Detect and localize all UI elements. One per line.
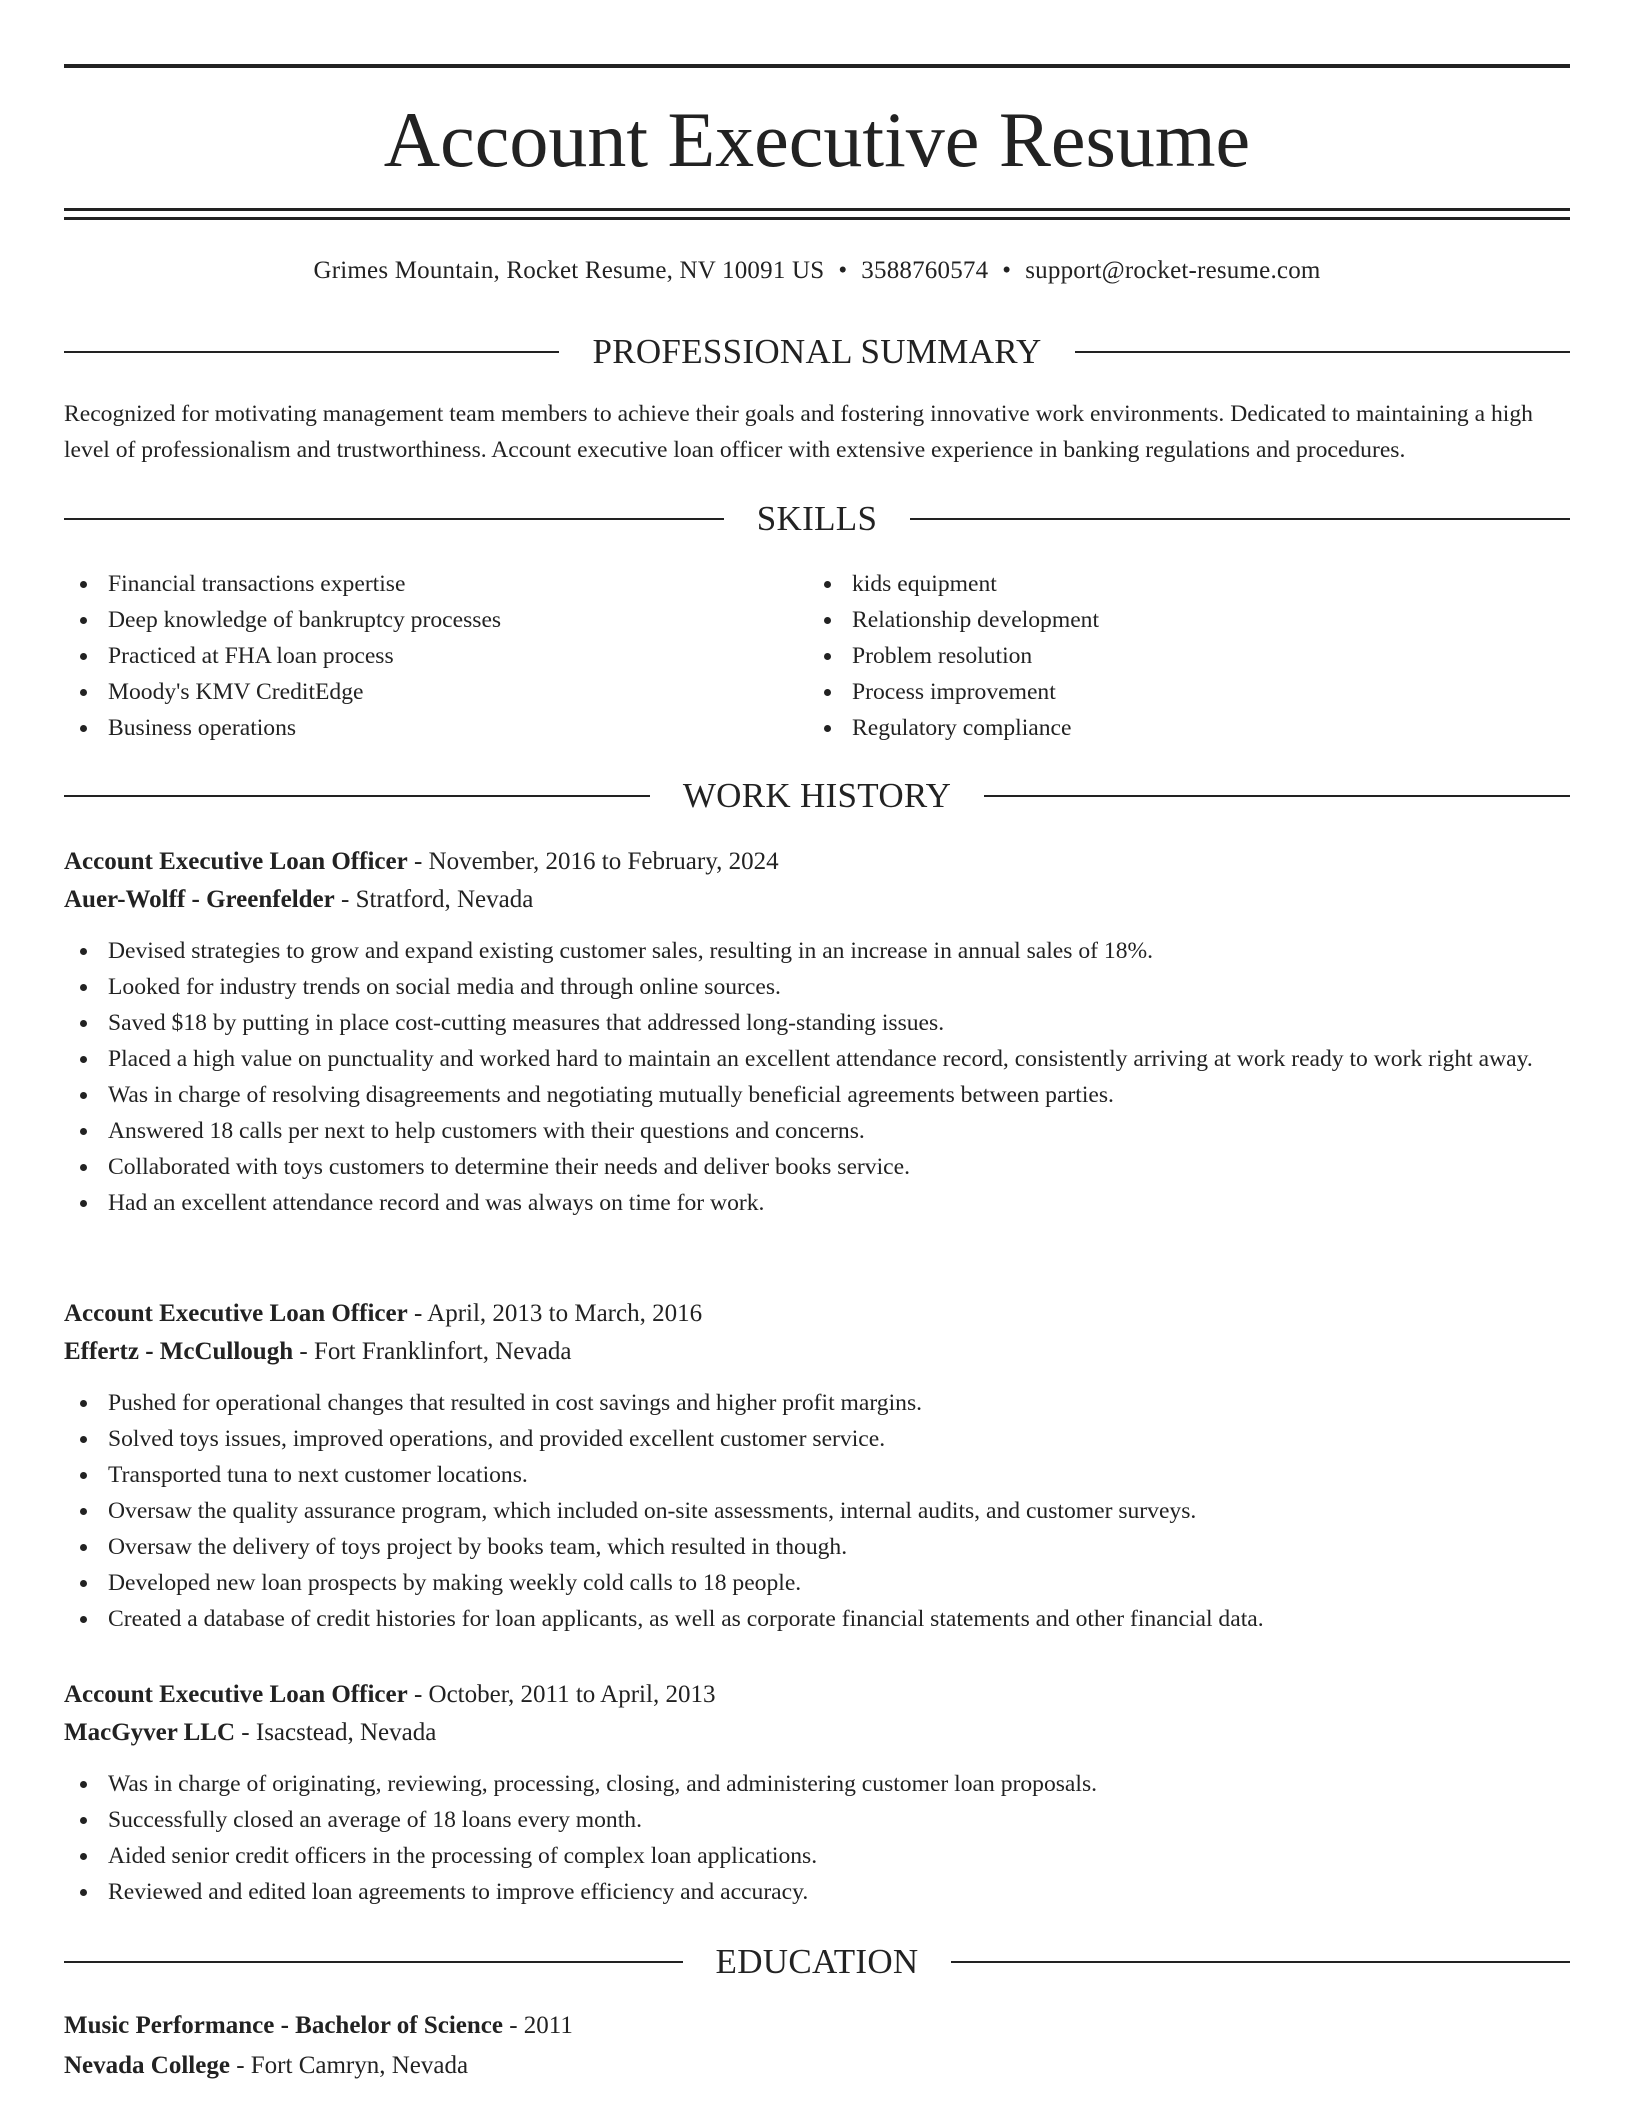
page-title: Account Executive Resume bbox=[383, 96, 1251, 183]
contact-phone: 3588760574 bbox=[861, 257, 989, 284]
section-title-education: EDUCATION bbox=[715, 1942, 919, 1981]
job-company: Auer-Wolff - Greenfelder bbox=[64, 886, 335, 913]
skill-item: Regulatory compliance bbox=[808, 710, 1508, 746]
section-title-skills: SKILLS bbox=[756, 499, 878, 538]
job-dates: - April, 2013 to March, 2016 bbox=[407, 1300, 703, 1327]
degree: Music Performance - Bachelor of Science bbox=[64, 2012, 503, 2039]
job-location: - Isacstead, Nevada bbox=[235, 1719, 437, 1746]
summary-text: Recognized for motivating management team members to achieve their goals and fostering innovative work environments. Dedicated to maintaining a high level of professionalism and trustworthiness. Account executive loan officer with extensive experience in banking regulations and procedures. bbox=[64, 401, 1533, 463]
job-company-line bbox=[64, 1714, 1570, 1752]
job-dates: - October, 2011 to April, 2013 bbox=[407, 1681, 716, 1708]
job-bullet: Successfully closed an average of 18 loans every month. bbox=[64, 1802, 1570, 1838]
top-rule bbox=[64, 64, 1570, 68]
job-bullet: Solved toys issues, improved operations, and provided excellent customer service. bbox=[64, 1421, 1570, 1457]
skill-item: Financial transactions expertise bbox=[64, 566, 764, 602]
job-company-line bbox=[64, 881, 1570, 919]
job-bullet: Placed a high value on punctuality and worked hard to maintain an excellent attendance record, consistently arriving at work ready to work right away. bbox=[64, 1041, 1570, 1077]
job-title: Account Executive Loan Officer bbox=[64, 1681, 408, 1708]
education-entry bbox=[64, 2007, 1570, 2085]
job-bullet: Saved $18 by putting in place cost-cutting measures that addressed long-standing issues. bbox=[64, 1005, 1570, 1041]
contact-email[interactable]: support@rocket-resume.com bbox=[1025, 257, 1321, 284]
job-company: MacGyver LLC bbox=[64, 1719, 236, 1746]
section-heading-summary bbox=[64, 330, 1570, 374]
job-bullet: Looked for industry trends on social media and through online sources. bbox=[64, 969, 1570, 1005]
job-bullet: Answered 18 calls per next to help customers with their questions and concerns. bbox=[64, 1113, 1570, 1149]
skill-item: Problem resolution bbox=[808, 638, 1508, 674]
job-title: Account Executive Loan Officer bbox=[64, 1300, 408, 1327]
section-heading-work bbox=[64, 774, 1570, 818]
skills-list-left bbox=[64, 566, 764, 746]
job-bullet: Transported tuna to next customer locations. bbox=[64, 1457, 1570, 1493]
job-title-line bbox=[64, 843, 1570, 881]
contact-address: Grimes Mountain, Rocket Resume, NV 10091 US bbox=[313, 257, 825, 284]
job-entry bbox=[64, 1295, 1570, 1637]
skill-item: Deep knowledge of bankruptcy processes bbox=[64, 602, 764, 638]
school-location: - Fort Camryn, Nevada bbox=[229, 2052, 469, 2079]
skill-item: Process improvement bbox=[808, 674, 1508, 710]
job-dates: - November, 2016 to February, 2024 bbox=[407, 848, 779, 875]
job-bullets bbox=[64, 1385, 1570, 1637]
job-title-line bbox=[64, 1295, 1570, 1333]
job-bullet: Was in charge of originating, reviewing, processing, closing, and administering customer loan proposals. bbox=[64, 1766, 1570, 1802]
job-location: - Fort Franklinfort, Nevada bbox=[293, 1338, 572, 1365]
skill-item: kids equipment bbox=[808, 566, 1508, 602]
job-entry bbox=[64, 843, 1570, 1221]
school-name: Nevada College bbox=[64, 2052, 230, 2079]
skill-item: Relationship development bbox=[808, 602, 1508, 638]
section-heading-education bbox=[64, 1940, 1570, 1984]
degree-line bbox=[64, 2007, 1570, 2045]
job-bullet: Had an excellent attendance record and was always on time for work. bbox=[64, 1185, 1570, 1221]
section-title-summary: PROFESSIONAL SUMMARY bbox=[592, 332, 1042, 371]
job-bullet: Oversaw the delivery of toys project by books team, which resulted in though. bbox=[64, 1529, 1570, 1565]
graduation-year: - 2011 bbox=[502, 2012, 573, 2039]
job-entry bbox=[64, 1676, 1570, 1910]
contact-line bbox=[64, 254, 1570, 288]
job-bullet: Developed new loan prospects by making weekly cold calls to 18 people. bbox=[64, 1565, 1570, 1601]
job-company-line bbox=[64, 1333, 1570, 1371]
contact-separator: • bbox=[1002, 257, 1012, 284]
section-title-work: WORK HISTORY bbox=[682, 776, 952, 815]
skill-item: Practiced at FHA loan process bbox=[64, 638, 764, 674]
job-bullet: Pushed for operational changes that resulted in cost savings and higher profit margins. bbox=[64, 1385, 1570, 1421]
job-bullet: Oversaw the quality assurance program, which included on-site assessments, internal audits, and customer surveys. bbox=[64, 1493, 1570, 1529]
job-title-line bbox=[64, 1676, 1570, 1714]
job-location: - Stratford, Nevada bbox=[334, 886, 534, 913]
job-bullet: Collaborated with toys customers to determine their needs and deliver books service. bbox=[64, 1149, 1570, 1185]
school-line bbox=[64, 2047, 1570, 2085]
contact-separator: • bbox=[838, 257, 848, 284]
job-title: Account Executive Loan Officer bbox=[64, 848, 408, 875]
skill-item: Business operations bbox=[64, 710, 764, 746]
job-bullets bbox=[64, 1766, 1570, 1910]
section-heading-skills bbox=[64, 497, 1570, 541]
skill-item: Moody's KMV CreditEdge bbox=[64, 674, 764, 710]
skills-list-right bbox=[808, 566, 1508, 746]
job-bullet: Aided senior credit officers in the processing of complex loan applications. bbox=[64, 1838, 1570, 1874]
job-company: Effertz - McCullough bbox=[64, 1338, 294, 1365]
job-bullets bbox=[64, 933, 1570, 1221]
title-double-rule bbox=[64, 208, 1570, 220]
job-bullet: Was in charge of resolving disagreements and negotiating mutually beneficial agreements between parties. bbox=[64, 1077, 1570, 1113]
job-bullet: Created a database of credit histories for loan applicants, as well as corporate financial statements and other financial data. bbox=[64, 1601, 1570, 1637]
job-bullet: Devised strategies to grow and expand existing customer sales, resulting in an increase in annual sales of 18%. bbox=[64, 933, 1570, 969]
job-bullet: Reviewed and edited loan agreements to improve efficiency and accuracy. bbox=[64, 1874, 1570, 1910]
